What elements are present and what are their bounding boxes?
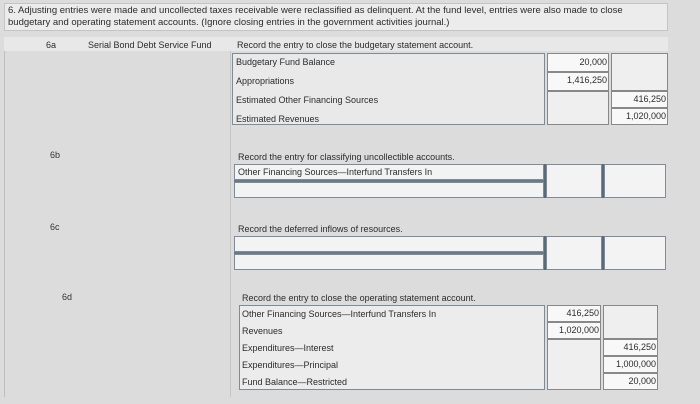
account-6d-4[interactable]: Expenditures—Principal: [242, 360, 339, 370]
account-6d-5[interactable]: Fund Balance—Restricted: [242, 377, 348, 387]
credit-field-6c[interactable]: [604, 236, 666, 270]
section-label-6b: 6b: [50, 150, 61, 160]
column-divider-6b-1: [544, 164, 546, 198]
column-divider-6b-2: [602, 164, 604, 198]
section-6a-description: Record the entry to close the budgetary statement account.: [237, 40, 474, 50]
credit-6d-3: 416,250: [623, 342, 656, 352]
section-6b-description: Record the entry for classifying uncollectible accounts.: [238, 152, 455, 162]
account-field-6c-1[interactable]: [234, 236, 544, 252]
account-field-6b-2[interactable]: [234, 182, 544, 198]
column-divider-6c-2: [602, 236, 604, 270]
fund-name: Serial Bond Debt Service Fund: [88, 40, 212, 50]
account-6d-1[interactable]: Other Financing Sources—Interfund Transfers In: [242, 309, 437, 319]
debit-6d-2: 1,020,000: [558, 325, 599, 335]
section-label-6d: 6d: [62, 292, 73, 302]
account-6d-2[interactable]: Revenues: [242, 326, 283, 336]
debit-cell-6a-empty[interactable]: [547, 91, 609, 125]
debit-field-6b[interactable]: [546, 164, 602, 198]
credit-cell-6d-empty[interactable]: [603, 305, 658, 339]
account-6a-2[interactable]: Appropriations: [236, 76, 295, 86]
account-6a-3[interactable]: Estimated Other Financing Sources: [236, 95, 379, 105]
fund-column-border: [230, 51, 231, 397]
account-6d-3[interactable]: Expenditures—Interest: [242, 343, 334, 353]
debit-cell-6d-empty[interactable]: [547, 339, 601, 390]
section-label-6c: 6c: [50, 222, 60, 232]
credit-cell-6a-empty[interactable]: [611, 53, 668, 91]
credit-6d-5: 20,000: [628, 376, 656, 386]
debit-field-6c[interactable]: [546, 236, 602, 270]
section-6d-description: Record the entry to close the operating statement account.: [242, 293, 476, 303]
debit-6a-2: 1,416,250: [566, 75, 607, 85]
account-6a-1[interactable]: Budgetary Fund Balance: [236, 57, 336, 67]
account-6b-1: Other Financing Sources—Interfund Transfers In: [238, 167, 433, 177]
debit-6d-1: 416,250: [566, 308, 599, 318]
account-field-6c-2[interactable]: [234, 254, 544, 270]
debit-6a-1: 20,000: [579, 57, 607, 67]
credit-6a-3: 416,250: [633, 94, 666, 104]
credit-6d-4: 1,000,000: [615, 359, 656, 369]
account-6a-4[interactable]: Estimated Revenues: [236, 114, 320, 124]
section-label-6a: 6a: [46, 40, 57, 50]
credit-field-6b[interactable]: [604, 164, 666, 198]
column-divider-6c-1: [544, 236, 546, 270]
left-border: [4, 51, 5, 397]
credit-6a-4: 1,020,000: [625, 111, 666, 121]
instructions-text: 6. Adjusting entries were made and uncollected taxes receivable were reclassified as delinquent. At the fund level, entries were also made to close budgetary and operating statement accounts. (Ignore closing entries in the government activities journal.): [4, 3, 668, 31]
section-6c-description: Record the deferred inflows of resources.: [238, 224, 403, 234]
